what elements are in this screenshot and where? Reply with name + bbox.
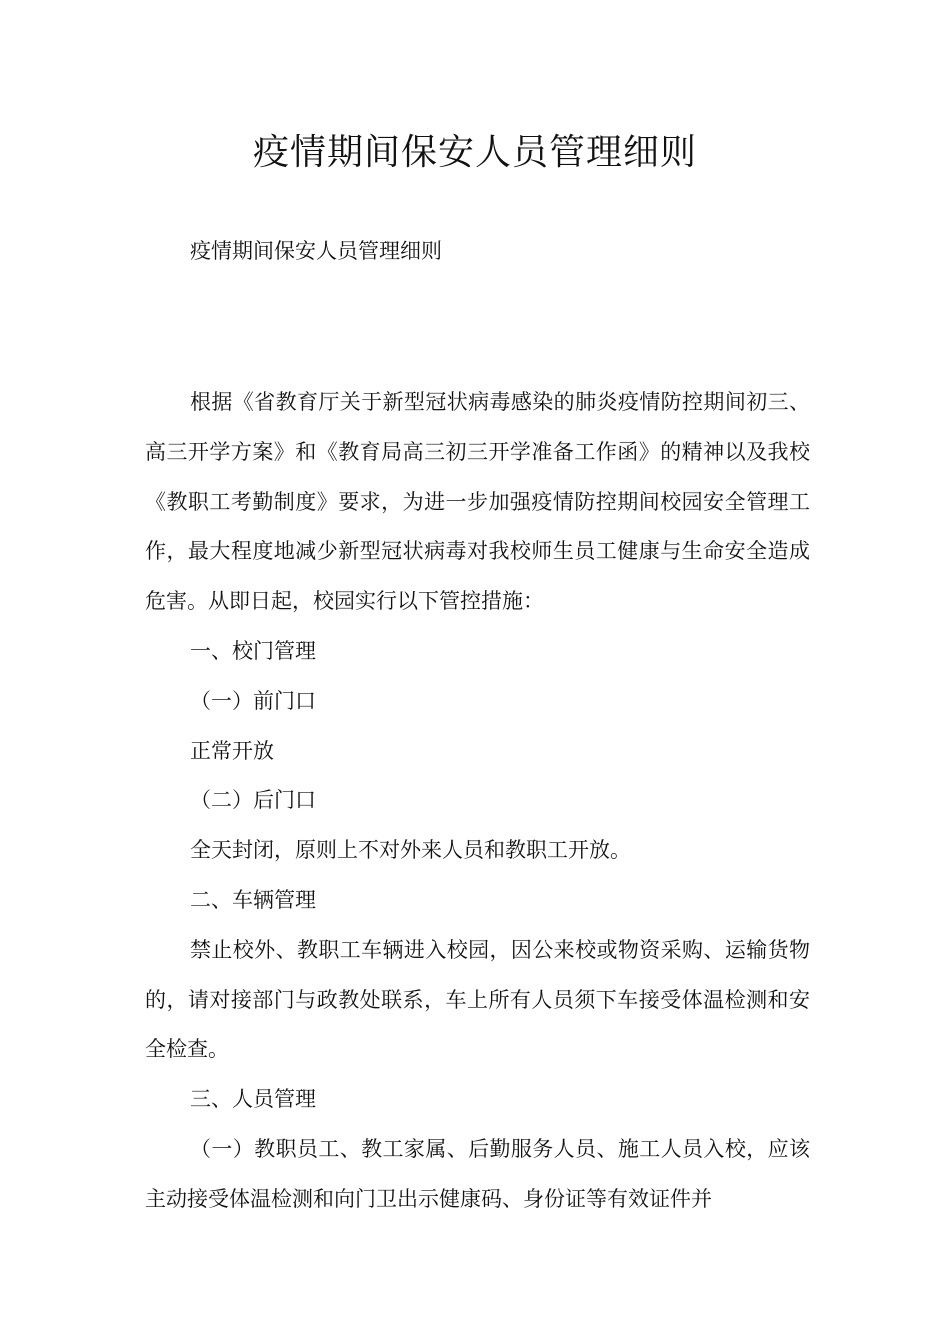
heading-vehicle-management: 二、车辆管理: [190, 887, 316, 912]
heading-gate-management: 一、校门管理: [190, 638, 316, 663]
paragraph-back-gate: 全天封闭，原则上不对外来人员和教职工开放。: [190, 838, 631, 863]
heading-personnel-management: 三、人员管理: [190, 1087, 316, 1112]
subheading-front-gate: （一）前门口: [190, 688, 316, 713]
paragraph-vehicle: 禁止校外、教职工车辆进入校园，因公来校或物资采购、运输货物的，请对接部门与政教处联系，车上所有人员须下车接受体温检测和安全检查。: [145, 937, 810, 1062]
paragraph-front-gate: 正常开放: [190, 738, 274, 763]
paragraph-personnel: （一）教职员工、教工家属、后勤服务人员、施工人员入校，应该主动接受体温检测和向门卫出示健康码、身份证等有效证件并: [145, 1136, 810, 1211]
document-subtitle: 疫情期间保安人员管理细则: [190, 239, 442, 263]
document-title: 疫情期间保安人员管理细则: [252, 132, 697, 173]
document-body: [145, 378, 810, 1225]
subheading-back-gate: （二）后门口: [190, 788, 316, 813]
paragraph-intro: 根据《省教育厅关于新型冠状病毒感染的肺炎疫情防控期间初三、高三开学方案》和《教育局高三初三开学准备工作函》的精神以及我校《教职工考勤制度》要求，为进一步加强疫情防控期间校园安全管理工作，最大程度地减少新型冠状病毒对我校师生员工健康与生命安全造成危害。从即日起，校园实行以下管控措施：: [145, 390, 810, 614]
